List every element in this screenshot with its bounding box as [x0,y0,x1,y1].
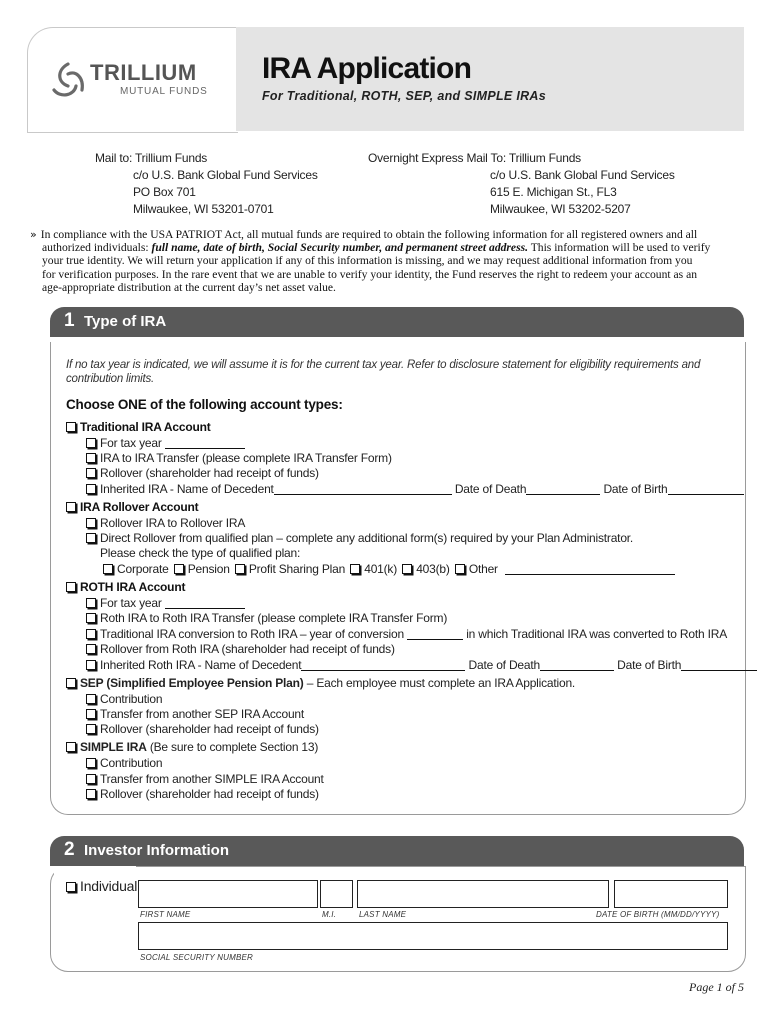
checkbox[interactable] [86,533,96,543]
checkbox[interactable] [86,789,96,799]
section-1-note [66,358,700,386]
plan-corporate[interactable]: Corporate [117,562,169,576]
date-of-birth-field[interactable] [668,483,744,495]
section-2-header [50,836,744,866]
checkbox[interactable] [86,644,96,654]
option-label: ROTH IRA Account [80,580,186,594]
simple-rollover-option[interactable] [86,787,319,802]
checkbox[interactable] [66,422,76,432]
patriot-line: authorized individuals: [42,241,152,255]
tax-year-field[interactable] [165,437,245,449]
checkbox[interactable] [86,694,96,704]
option-label: Rollover (shareholder had receipt of funds) [100,787,319,801]
option-label: Transfer from another SEP IRA Account [100,707,305,721]
simple-transfer-option[interactable] [86,772,324,787]
note-line: If no tax year is indicated, we will assume it is for the current tax year. Refer to disclosure statement for eligibility requirements and [66,359,701,371]
checkbox[interactable] [86,660,96,670]
roth-date-of-death-field[interactable] [540,659,614,671]
plan-profit-sharing[interactable]: Profit Sharing Plan [248,562,346,576]
chevron-right-icon: » [30,228,37,241]
checkbox[interactable] [86,709,96,719]
option-label: Transfer from another SIMPLE IRA Account [100,772,324,786]
rollover-option[interactable] [86,466,319,481]
patriot-emphasis: full name, date of birth, Social Security number, and permanent street address. [151,241,528,255]
last-name-label: LAST NAME [359,910,407,919]
checkbox[interactable] [66,742,76,752]
checkbox[interactable] [86,724,96,734]
checkbox[interactable] [86,613,96,623]
decedent-name-field[interactable] [274,483,452,495]
note-line: contribution limits. [66,373,155,385]
traditional-tax-year-option[interactable] [86,436,245,451]
option-label: IRA to IRA Transfer (please complete IRA Transfer Form) [100,451,392,465]
section-number: 1 [64,310,75,331]
option-label: Inherited Roth IRA - Name of Decedent [100,658,302,672]
section-title: Type of IRA [84,313,167,330]
checkbox[interactable] [402,564,412,574]
option-label: For tax year [100,596,162,610]
option-label: IRA Rollover Account [80,500,199,514]
roth-tax-year-option[interactable] [86,596,245,611]
patriot-line: In compliance with the USA PATRIOT Act, all mutual funds are required to obtain the following information for all registered owners and all [40,228,698,241]
last-name-field[interactable] [357,880,609,908]
checkbox[interactable] [86,438,96,448]
checkbox[interactable] [103,564,113,574]
option-label: Rollover IRA to Rollover IRA [100,516,246,530]
rollover-to-rollover-option[interactable] [86,516,245,531]
simple-contribution-option[interactable] [86,756,162,771]
conversion-year-field[interactable] [407,628,463,640]
checkbox[interactable] [350,564,360,574]
first-name-label: FIRST NAME [140,910,191,919]
option-label: Rollover (shareholder had receipt of funds) [100,722,319,736]
patriot-line: your true identity. We will return your application if any of this information is missing, and we may request additional information from you [42,254,693,268]
individual-option[interactable] [66,879,137,894]
section-1-header [50,307,744,337]
mail-line: PO Box 701 [133,185,196,199]
middle-initial-field[interactable] [320,880,353,908]
plan-401k[interactable]: 401(k) [364,562,398,576]
checkbox[interactable] [455,564,465,574]
section-number: 2 [64,839,75,860]
checkbox[interactable] [86,598,96,608]
checkbox[interactable] [86,468,96,478]
roth-rollover-option[interactable] [86,642,395,657]
mail-line: c/o U.S. Bank Global Fund Services [133,168,318,182]
checkbox[interactable] [86,758,96,768]
overnight-line: c/o U.S. Bank Global Fund Services [490,168,675,182]
option-label: Contribution [100,756,163,770]
direct-rollover-option[interactable] [86,531,633,546]
option-label: For tax year [100,436,162,450]
checkbox[interactable] [235,564,245,574]
traditional-ira-option[interactable] [66,420,211,435]
field-label: Date of Birth [617,658,682,672]
checkbox[interactable] [86,774,96,784]
date-of-death-field[interactable] [526,483,600,495]
plan-type-prompt: Please check the type of qualified plan: [100,546,301,560]
trillium-logo-icon [48,60,88,100]
checkbox[interactable] [174,564,184,574]
ssn-field[interactable] [138,922,728,950]
sep-ira-option[interactable] [66,676,575,691]
roth-decedent-field[interactable] [301,659,465,671]
checkbox[interactable] [66,582,76,592]
mail-line: Milwaukee, WI 53201-0701 [133,202,274,216]
overnight-line: Milwaukee, WI 53202-5207 [490,202,631,216]
sep-contribution-option[interactable] [86,692,162,707]
choose-heading: Choose ONE of the following account types: [66,397,343,412]
sep-transfer-option[interactable] [86,707,304,722]
patriot-line: This information will be used to verify [528,241,711,255]
page-subtitle: For Traditional, ROTH, SEP, and SIMPLE IRAs [262,89,547,103]
checkbox[interactable] [86,453,96,463]
option-label: Rollover from Roth IRA (shareholder had receipt of funds) [100,642,395,656]
plan-pension[interactable]: Pension [187,562,230,576]
option-label: Roth IRA to Roth IRA Transfer (please complete IRA Transfer Form) [100,611,448,625]
roth-ira-option[interactable] [66,580,185,595]
mail-label: Mail to: Trillium Funds [95,151,208,165]
ira-rollover-option[interactable] [66,500,198,515]
option-label: in which Traditional IRA was converted to Roth IRA [466,627,728,641]
plan-403b[interactable]: 403(b) [416,562,450,576]
plan-other[interactable]: Other [468,562,498,576]
option-label: Individual [80,878,138,894]
inherited-roth-option[interactable] [86,658,757,673]
field-label: Date of Death [454,482,527,496]
first-name-field[interactable] [138,880,318,908]
other-plan-field[interactable] [505,563,675,575]
field-label: Date of Birth [603,482,668,496]
logo-name: TRILLIUM [90,60,197,85]
option-label: SIMPLE IRA [80,740,147,754]
section-title: Investor Information [84,842,230,859]
checkbox[interactable] [66,502,76,512]
overnight-label: Overnight Express Mail To: Trillium Funds [368,151,581,165]
ira-transfer-option[interactable] [86,451,392,466]
option-label: Traditional IRA conversion to Roth IRA – year of conversion [100,627,404,641]
mail-address [95,150,318,218]
overnight-address [368,150,675,218]
date-of-birth-input[interactable] [614,880,728,908]
sep-rollover-option[interactable] [86,722,319,737]
logo-subtitle: MUTUAL FUNDS [120,86,208,97]
page-title: IRA Application [262,52,472,85]
option-note: (Be sure to complete Section 13) [146,740,319,754]
checkbox[interactable] [66,678,76,688]
ssn-label: SOCIAL SECURITY NUMBER [140,953,254,962]
checkbox[interactable] [66,882,76,892]
checkbox[interactable] [86,518,96,528]
option-label: Direct Rollover from qualified plan – complete any additional form(s) required by your Plan Administrator. [100,531,634,545]
checkbox[interactable] [86,484,96,494]
inherited-ira-option[interactable] [86,482,744,497]
option-label: Inherited IRA - Name of Decedent [100,482,274,496]
option-label: Rollover (shareholder had receipt of funds) [100,466,319,480]
option-label: Traditional IRA Account [80,420,211,434]
roth-transfer-option[interactable] [86,611,447,626]
option-note: – Each employee must complete an IRA Application. [303,676,576,690]
roth-date-of-birth-field[interactable] [681,659,757,671]
page-number: Page 1 of 5 [689,980,744,994]
patriot-line: for verification purposes. In the rare event that we are unable to verify your identity, the Fund reserves the right to redeem your account as an [42,267,698,281]
patriot-act-notice [30,228,746,294]
checkbox[interactable] [86,629,96,639]
plan-type-options [103,562,675,577]
patriot-line: age-appropriate distribution at the current day’s net asset value. [42,280,336,294]
dob-label: DATE OF BIRTH (MM/DD/YYYY) [596,910,720,919]
roth-conversion-option[interactable] [86,627,727,642]
overnight-line: 615 E. Michigan St., FL3 [490,185,617,199]
option-label: SEP (Simplified Employee Pension Plan) [80,676,304,690]
mi-label: M.I. [322,910,337,919]
roth-tax-year-field[interactable] [165,597,245,609]
simple-ira-option[interactable] [66,740,318,755]
field-label: Date of Death [468,658,540,672]
option-label: Contribution [100,692,163,706]
